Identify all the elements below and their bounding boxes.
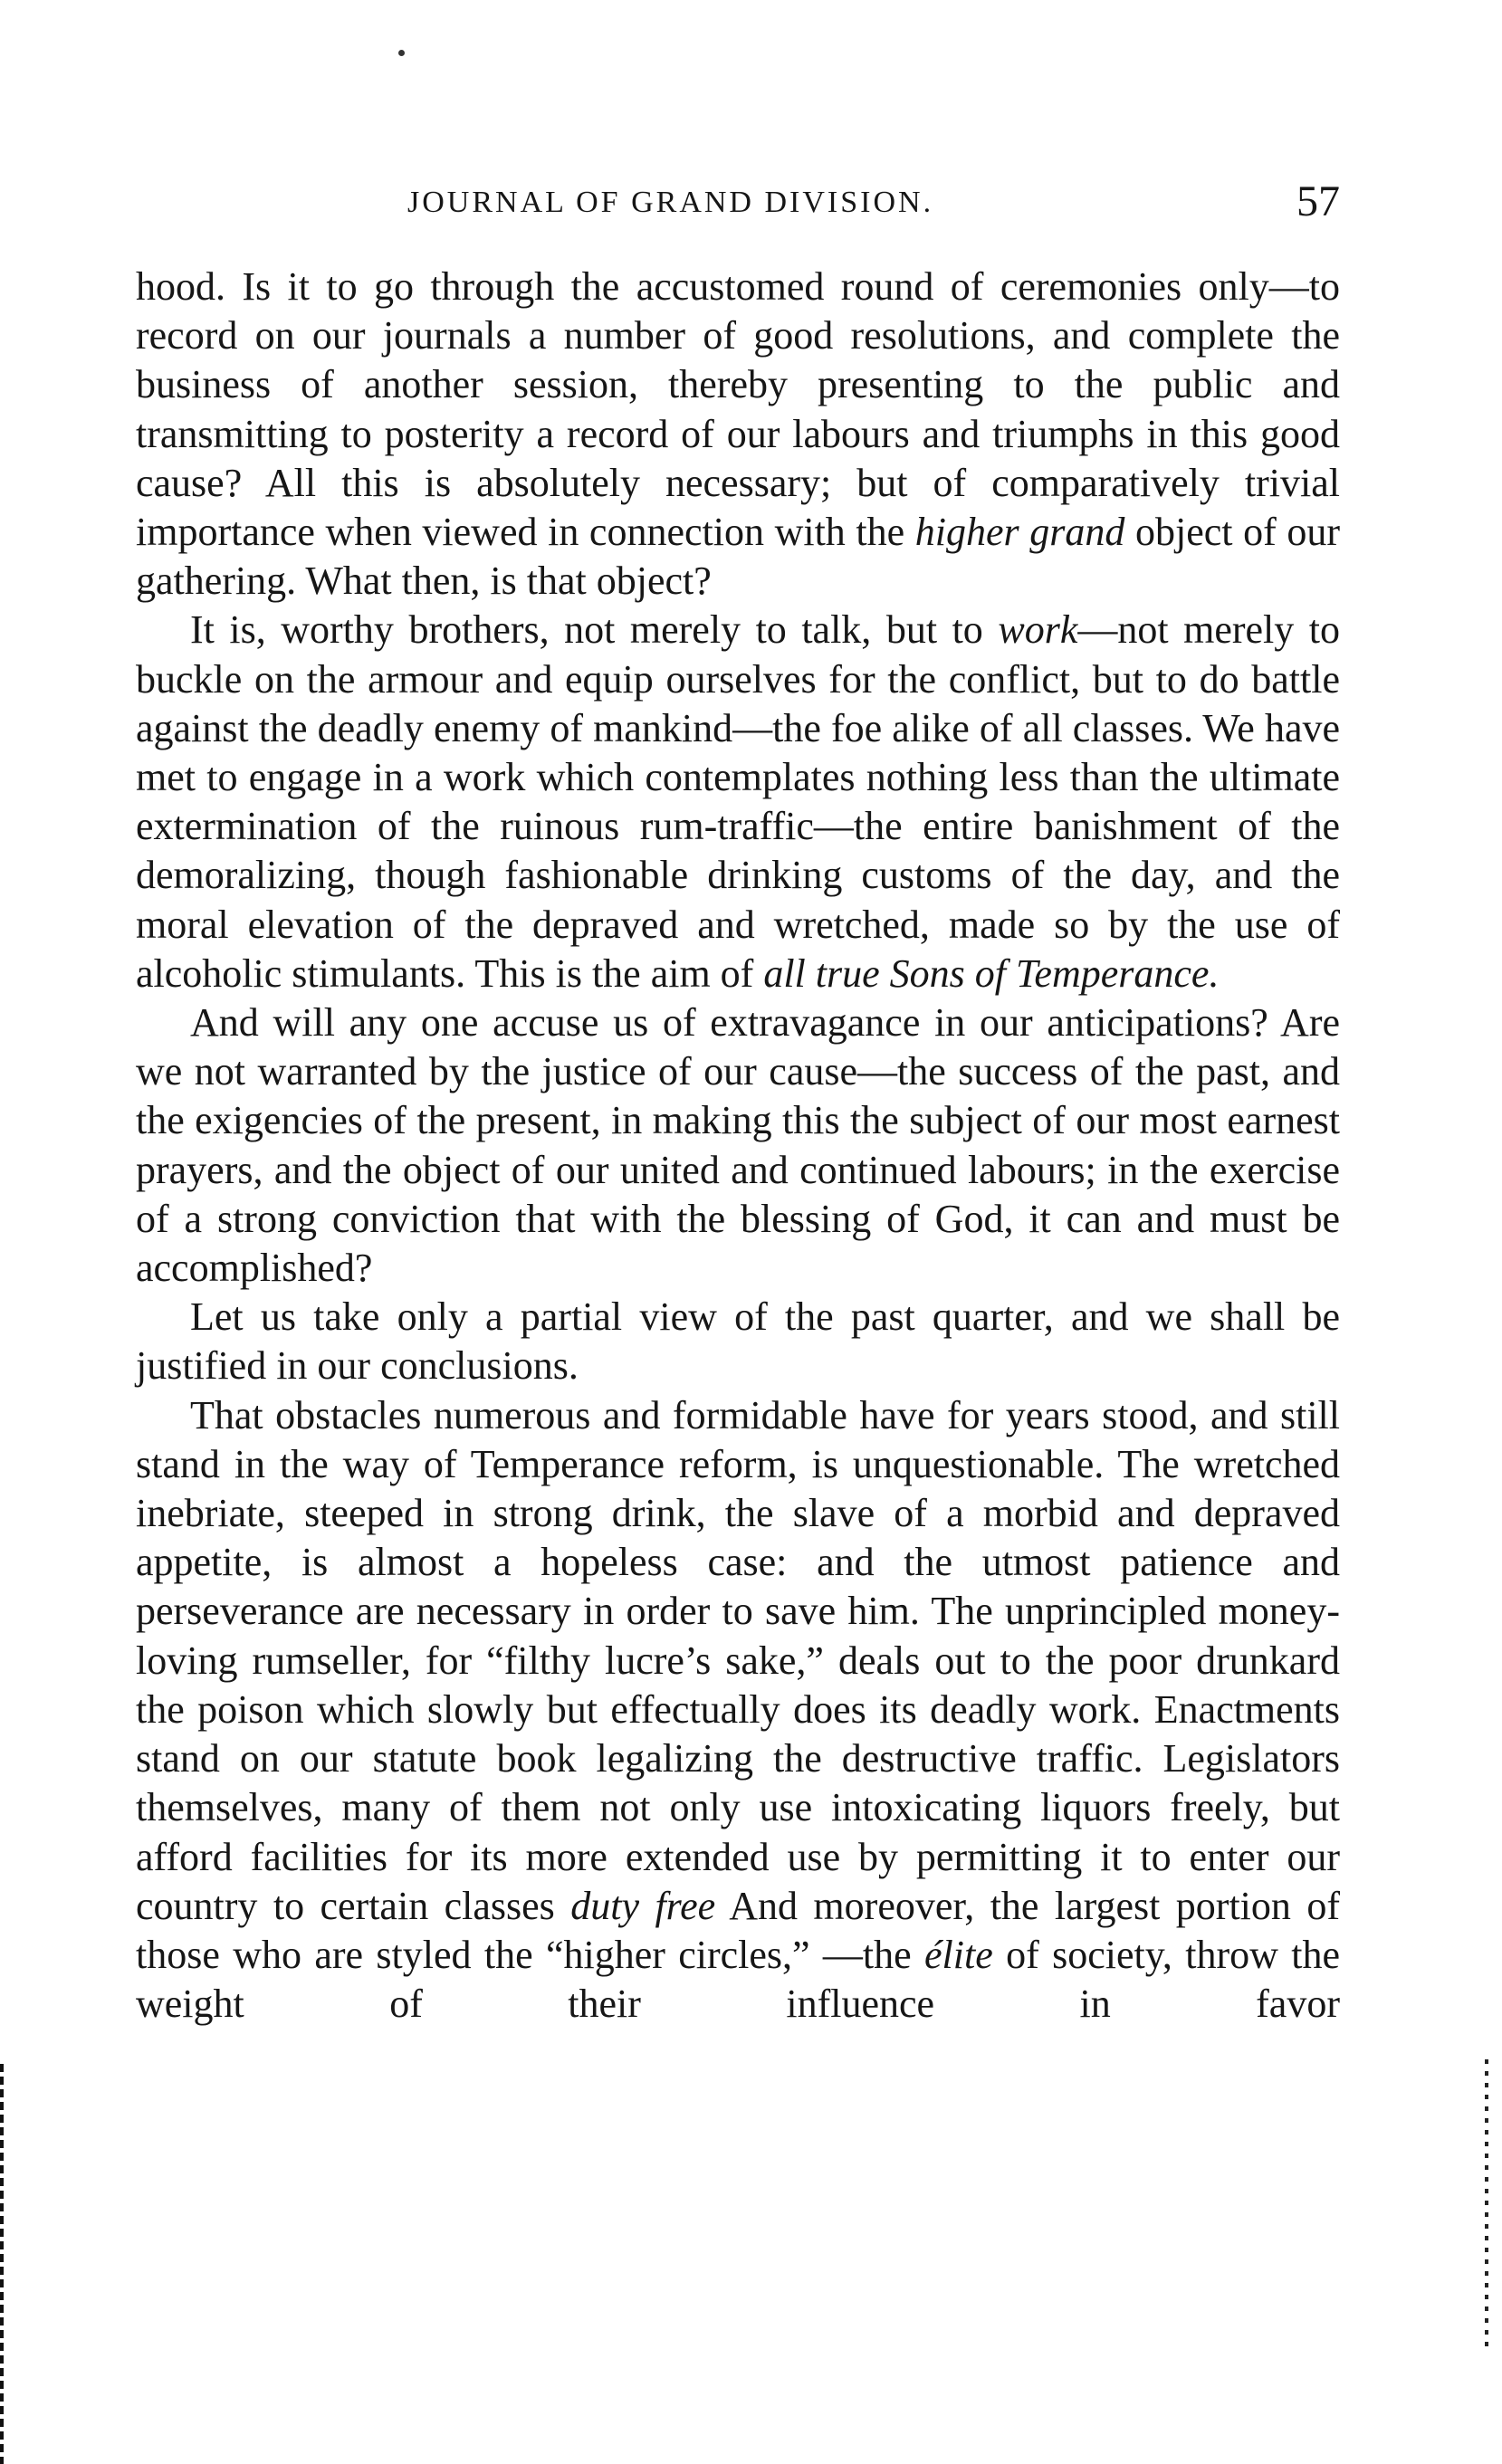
paragraph-3 <box>136 998 1340 1293</box>
paragraph-2 <box>136 606 1340 998</box>
text-run: And will any one accuse us of extravagance in our anticipations? Are we not warranted by the justice of our cause—the success of the past, and the exigencies of the present, in making this the subject of our most earnest prayers, and the object of our united and continued labours; in the exercise of a strong conviction that with the blessing of God, it can and must be accomplished? <box>136 1000 1340 1291</box>
text-run: of society, throw the weight of their influence in favor <box>136 1932 1340 2027</box>
text-run: That obstacles numerous and formidable have for years stood, and still stand in the way of Temperance reform, is unquestionable. The wretched inebriate, steeped in strong drink, the slave of a morbid and depraved appetite, is almost a hopeless case: and the utmost patience and perseverance are necessary in order to save him. The unprincipled money-loving rumseller, for “filthy lucre’s sake,” deals out to the poor drunkard the poison which slowly but effectually does its deadly work. Enactments stand on our statute book legalizing the destructive traffic. Legislators themselves, many of them not only use intoxicating liquors freely, but afford facilities for its more extended use by permitting it to enter our country to certain classes <box>136 1392 1340 1928</box>
text-run: —not merely to buckle on the armour and equip ourselves for the conflict, but to do battle against the deadly enemy of mankind—the foe alike of all classes. We have met to engage in a work which contemplates nothing less than the ultimate extermination of the ruinous rum-traffic—the entire banishment of the demoralizing, though fashionable drinking customs of the day, and the moral elevation of the depraved and wretched, made so by the use of alcoholic stimulants. This is the aim of <box>136 607 1340 996</box>
paragraph-5 <box>136 1391 1340 2029</box>
page-header <box>136 177 1340 231</box>
paragraph-4 <box>136 1293 1340 1390</box>
italic-run: work <box>998 607 1078 653</box>
running-head: JOURNAL OF GRAND DIVISION. <box>407 186 934 219</box>
italic-run: élite <box>924 1932 993 1977</box>
italic-run: duty free <box>570 1883 716 1928</box>
text-run: Let us take only a partial view of the past quarter, and we shall be justified in our conclusions. <box>136 1294 1340 1389</box>
italic-run: higher grand <box>914 510 1125 555</box>
text-run: object of our gathering. What then, is that object? <box>136 510 1341 604</box>
scan-edge-left <box>0 2064 4 2464</box>
text-run: It is, worthy brothers, not merely to talk, but to <box>190 607 999 653</box>
paragraph-1 <box>136 263 1340 606</box>
body-text <box>136 263 1340 2029</box>
page-number: 57 <box>1296 177 1340 225</box>
italic-run: all true Sons of Temperance. <box>763 950 1220 996</box>
scan-edge-right <box>1485 2059 1488 2349</box>
ink-speck <box>398 50 405 56</box>
text-run: hood. Is it to go through the accustomed round of ceremonies only—to record on our journals a number of good resolutions, and complete the business of another session, thereby presenting to the public and transmitting to posterity a record of our labours and triumphs in this good cause? All this is absolutely necessary; but of comparatively trivial importance when viewed in connection with the <box>136 264 1340 555</box>
text-run: And moreover, the largest portion of those who are styled the “higher circles,” —the <box>136 1883 1340 1977</box>
